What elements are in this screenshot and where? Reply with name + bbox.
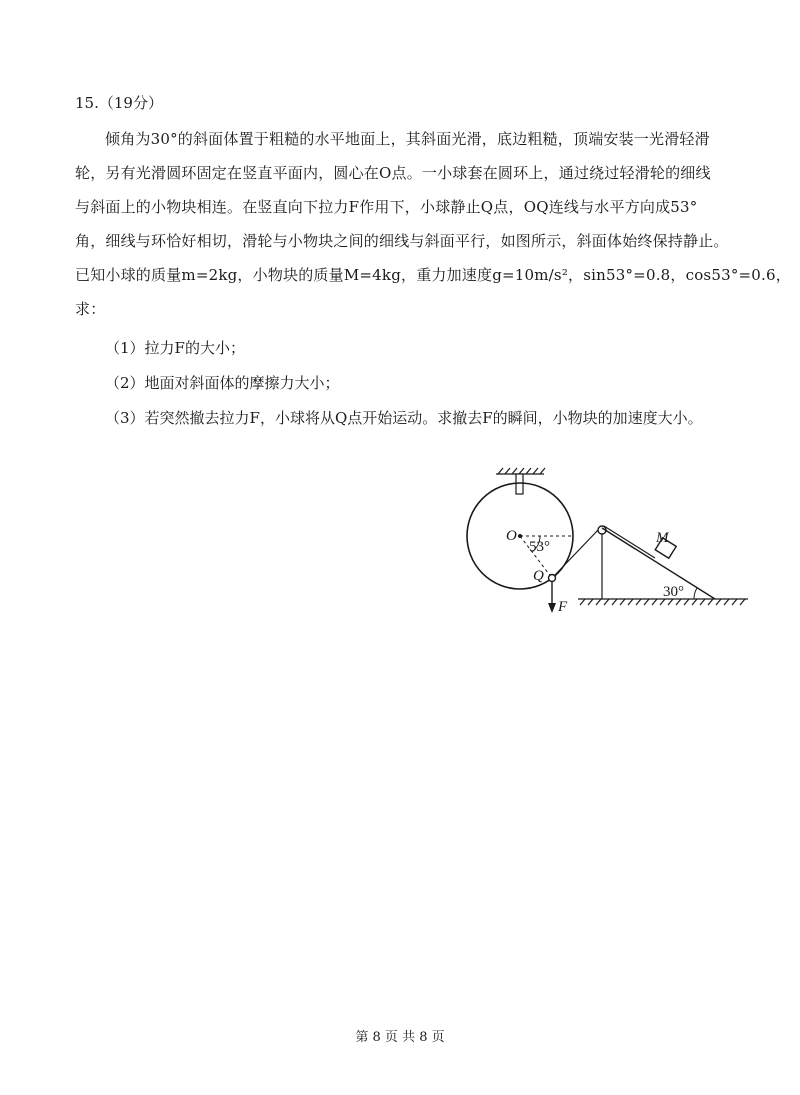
stem-line-2: 轮，另有光滑圆环固定在竖直平面内，圆心在O点。一小球套在圆环上，通过绕过轻滑轮的细线 bbox=[75, 164, 711, 182]
stem-line-5: 已知小球的质量m=2kg，小物块的质量M=4kg，重力加速度g=10m/s²，sin53°=0.8，cos53°=0.6， bbox=[75, 266, 791, 284]
label-m: M bbox=[656, 530, 669, 546]
stem-line-6: 求： bbox=[75, 300, 106, 318]
label-q: Q bbox=[533, 568, 544, 584]
force-arrowhead bbox=[548, 603, 556, 613]
ceiling-support bbox=[496, 468, 545, 494]
stem-line-4: 角，细线与环恰好相切，滑轮与小物块之间的细线与斜面平行，如图所示，斜面体始终保持静止。 bbox=[75, 232, 729, 250]
page-footer: 第 8 页 共 8 页 bbox=[355, 1030, 445, 1045]
question-stem bbox=[75, 122, 791, 326]
sub-question-1: （1）拉力F的大小； bbox=[105, 339, 245, 357]
string-pulley-block bbox=[604, 526, 655, 558]
stem-line-1: 倾角为30°的斜面体置于粗糙的水平地面上，其斜面光滑，底边粗糙，顶端安装一光滑轻滑 bbox=[105, 130, 710, 148]
sub-question-2: （2）地面对斜面体的摩擦力大小； bbox=[105, 374, 340, 392]
string-q-pulley bbox=[554, 529, 599, 576]
sub-question-3: （3）若突然撤去拉力F，小球将从Q点开始运动。求撤去F的瞬间，小物块的加速度大小。 bbox=[105, 409, 703, 427]
angle-arc-30 bbox=[694, 588, 697, 599]
question-number: 15.（19分） bbox=[75, 94, 163, 112]
label-53: 53° bbox=[529, 539, 550, 555]
label-30: 30° bbox=[663, 584, 684, 600]
label-o: O bbox=[506, 528, 517, 544]
stem-line-3: 与斜面上的小物块相连。在竖直向下拉力F作用下，小球静止Q点，OQ连线与水平方向成53° bbox=[75, 198, 698, 216]
label-f: F bbox=[558, 599, 568, 615]
physics-figure bbox=[460, 462, 755, 622]
